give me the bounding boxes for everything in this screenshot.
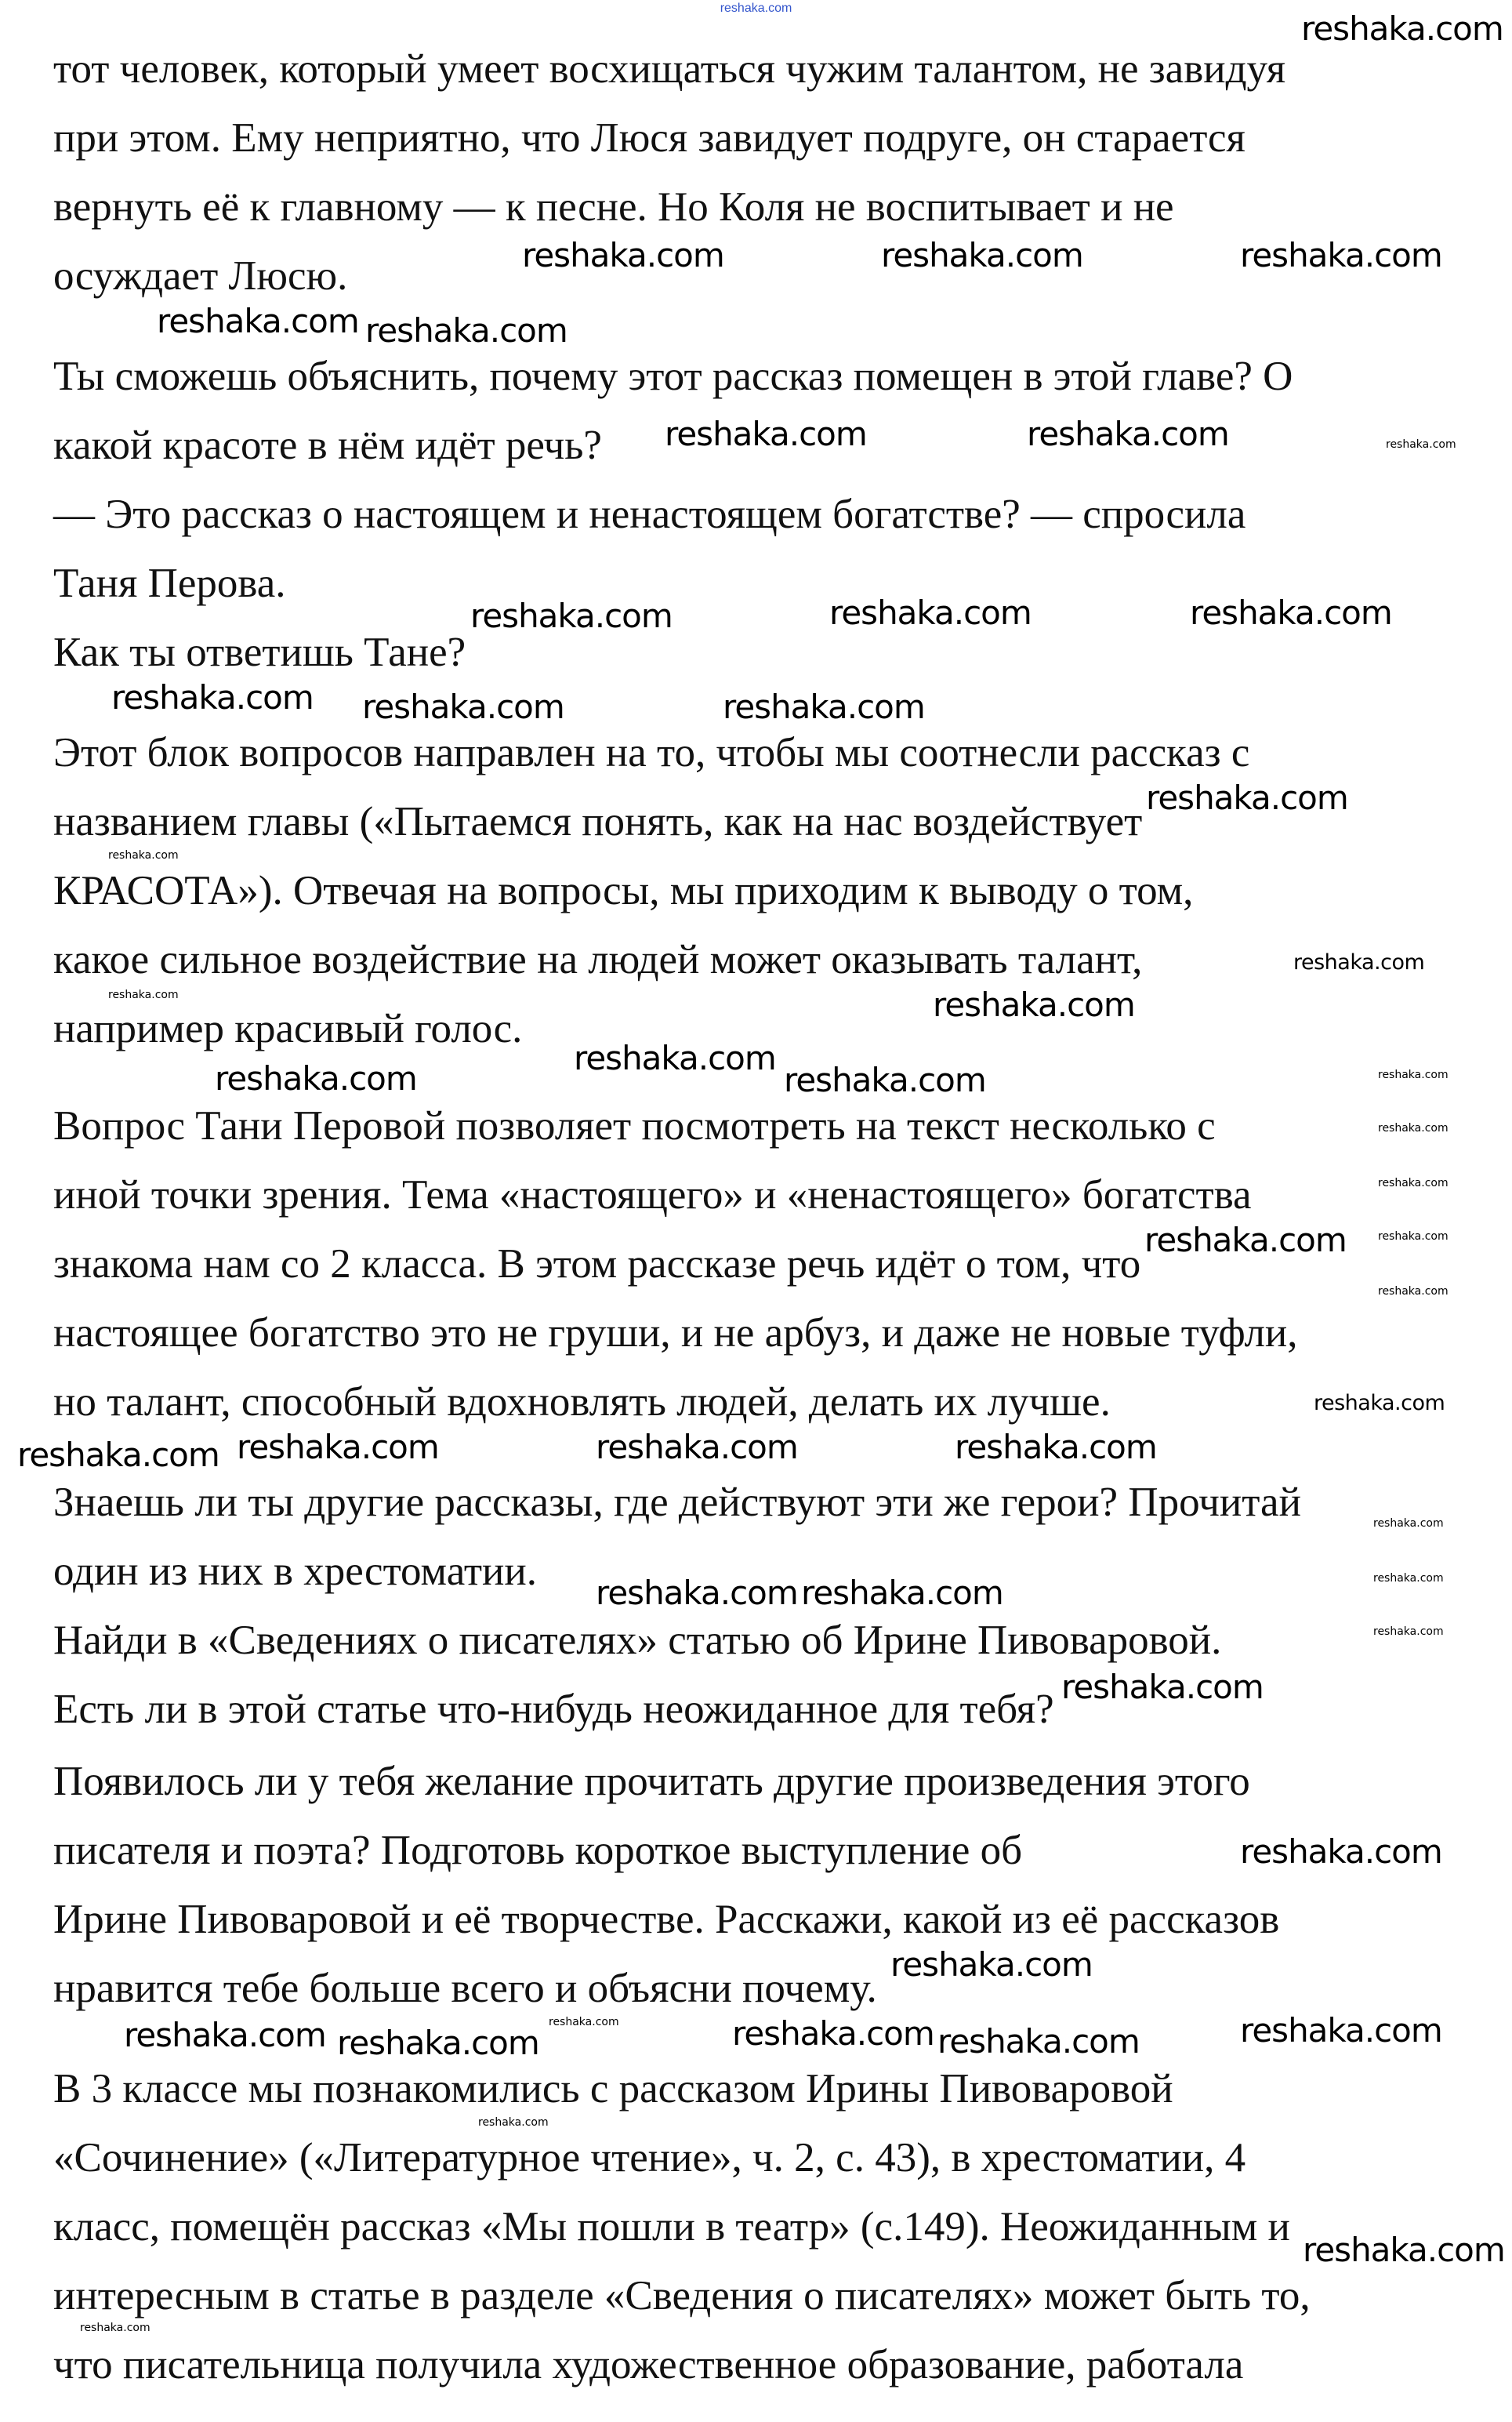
watermark: reshaka.com (933, 985, 1135, 1024)
text-line: тот человек, который умеет восхищаться чужим талантом, не завидуя (53, 46, 1286, 92)
watermark: reshaka.com (111, 677, 314, 717)
watermark: reshaka.com (80, 2322, 150, 2335)
watermark: reshaka.com (596, 1573, 798, 1612)
text-line: Появилось ли у тебя желание прочитать другие произведения этого (53, 1759, 1250, 1804)
text-line: Вопрос Тани Перовой позволяет посмотреть на текст несколько с (53, 1103, 1216, 1149)
watermark: reshaka.com (1378, 1177, 1449, 1190)
watermark: reshaka.com (955, 1427, 1157, 1466)
text-line: названием главы («Пытаемся понять, как на нас воздействует (53, 799, 1143, 844)
watermark: reshaka.com (1301, 9, 1503, 48)
text-line: нравится тебе больше всего и объясни почему. (53, 1966, 877, 2011)
text-line: Найди в «Сведениях о писателях» статью об Ирине Пивоваровой. (53, 1618, 1222, 1663)
watermark: reshaka.com (1027, 414, 1229, 453)
watermark: reshaka.com (108, 849, 179, 862)
watermark: reshaka.com (1373, 1625, 1444, 1639)
watermark: reshaka.com (365, 310, 567, 350)
watermark: reshaka.com (549, 2016, 619, 2029)
text-line: Ты сможешь объяснить, почему этот рассказ помещен в этой главе? О (53, 354, 1293, 399)
watermark: reshaka.com (1144, 1220, 1347, 1259)
watermark: reshaka.com (1373, 1517, 1444, 1531)
watermark: reshaka.com (784, 1060, 986, 1099)
watermark: reshaka.com (1146, 778, 1348, 817)
watermark: reshaka.com (1314, 1391, 1445, 1416)
watermark: reshaka.com (665, 414, 867, 453)
text-line: В 3 классе мы познакомились с рассказом Ирины Пивоваровой (53, 2066, 1173, 2112)
watermark: reshaka.com (1061, 1667, 1264, 1706)
watermark: reshaka.com (124, 2015, 326, 2054)
watermark: reshaka.com (478, 2116, 549, 2130)
watermark: reshaka.com (362, 687, 564, 726)
text-line: какое сильное воздействие на людей может оказывать талант, (53, 937, 1143, 982)
text-line: Есть ли в этой статье что-нибудь неожиданное для тебя? (53, 1687, 1054, 1732)
text-line: иной точки зрения. Тема «настоящего» и «ненастоящего» богатства (53, 1172, 1252, 1218)
watermark: reshaka.com (1386, 438, 1456, 452)
watermark: reshaka.com (215, 1058, 417, 1098)
watermark: reshaka.com (1240, 2010, 1442, 2050)
watermark: reshaka.com (1240, 235, 1442, 274)
text-line: «Сочинение» («Литературное чтение», ч. 2, с. 43), в хрестоматии, 4 (53, 2135, 1246, 2181)
watermark: reshaka.com (470, 596, 673, 635)
watermark: reshaka.com (1190, 593, 1392, 632)
watermark: reshaka.com (237, 1427, 439, 1466)
watermark: reshaka.com (157, 301, 359, 340)
watermark: reshaka.com (829, 593, 1032, 632)
text-line: один из них в хрестоматии. (53, 1549, 538, 1594)
text-line: КРАСОТА»). Отвечая на вопросы, мы приходим к выводу о том, (53, 868, 1194, 913)
watermark: reshaka.com (108, 989, 179, 1002)
text-line: осуждает Люсю. (53, 253, 348, 299)
text-line: например красивый голос. (53, 1006, 523, 1051)
text-line: но талант, способный вдохновлять людей, делать их лучше. (53, 1379, 1111, 1425)
watermark-top: reshaka.com (720, 2, 792, 15)
watermark: reshaka.com (1378, 1285, 1449, 1298)
watermark: reshaka.com (1378, 1122, 1449, 1135)
watermark: reshaka.com (1378, 1069, 1449, 1082)
text-line: какой красоте в нём идёт речь? (53, 423, 602, 468)
text-line: — Это рассказ о настоящем и ненастоящем богатстве? — спросила (53, 492, 1246, 537)
watermark: reshaka.com (1240, 1832, 1442, 1871)
watermark: reshaka.com (881, 235, 1083, 274)
watermark: reshaka.com (17, 1435, 219, 1474)
watermark: reshaka.com (1293, 950, 1425, 975)
watermark: reshaka.com (1373, 1572, 1444, 1585)
text-line: Этот блок вопросов направлен на то, чтобы мы соотнесли рассказ с (53, 730, 1250, 775)
text-line: вернуть её к главному — к песне. Но Коля не воспитывает и не (53, 184, 1174, 230)
text-line: Как ты ответишь Тане? (53, 630, 466, 675)
watermark: reshaka.com (890, 1944, 1093, 1984)
watermark: reshaka.com (337, 2023, 539, 2062)
watermark: reshaka.com (937, 2021, 1140, 2061)
text-line: Таня Перова. (53, 561, 286, 606)
text-line: Ирине Пивоваровой и её творчестве. Расскажи, какой из её рассказов (53, 1897, 1280, 1942)
text-line: интересным в статье в разделе «Сведения о писателях» может быть то, (53, 2273, 1311, 2319)
text-line: Знаешь ли ты другие рассказы, где действуют эти же герои? Прочитай (53, 1480, 1301, 1525)
watermark: reshaka.com (1303, 2230, 1505, 2269)
text-line: что писательница получила художественное образование, работала (53, 2342, 1244, 2388)
text-line: писателя и поэта? Подготовь короткое выступление об (53, 1828, 1023, 1873)
watermark: reshaka.com (1378, 1230, 1449, 1244)
watermark: reshaka.com (801, 1573, 1003, 1612)
watermark: reshaka.com (596, 1427, 798, 1466)
text-line: при этом. Ему неприятно, что Люся завидует подруге, он старается (53, 115, 1245, 161)
text-line: настоящее богатство это не груши, и не арбуз, и даже не новые туфли, (53, 1310, 1298, 1356)
text-line: класс, помещён рассказ «Мы пошли в театр» (с.149). Неожиданным и (53, 2204, 1290, 2250)
watermark: reshaka.com (574, 1038, 776, 1077)
watermark: reshaka.com (732, 2013, 934, 2053)
watermark: reshaka.com (522, 235, 724, 274)
text-line: знакома нам со 2 класса. В этом рассказе речь идёт о том, что (53, 1241, 1141, 1287)
watermark: reshaka.com (723, 687, 925, 726)
